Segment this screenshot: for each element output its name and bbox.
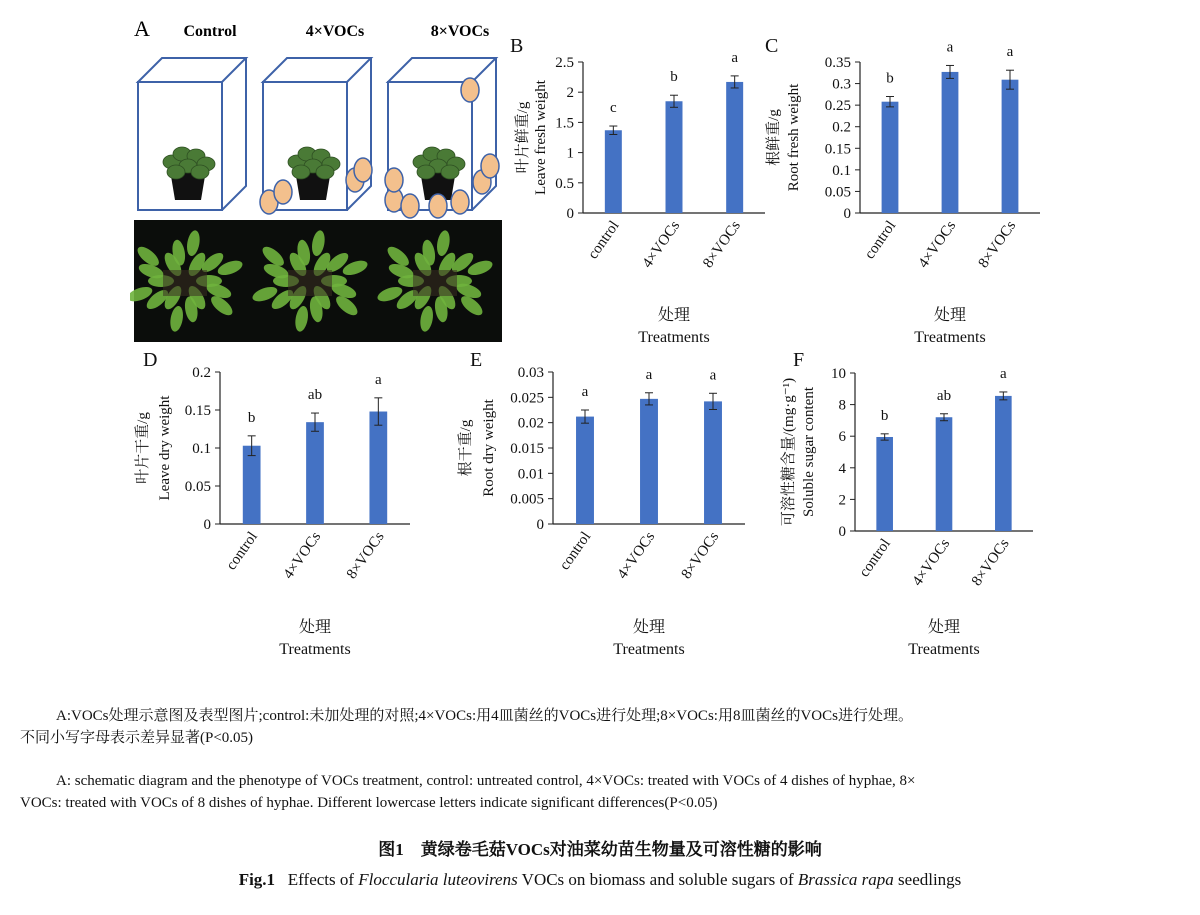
y-tick-label: 6 — [838, 429, 846, 446]
y-tick-label: 0.005 — [510, 491, 544, 508]
caption-cn-line1: A:VOCs处理示意图及表型图片;control:未加处理的对照;4×VOCs:用4皿菌丝的VOCs进行处理;8×VOCs:用8皿菌丝的VOCs进行处理。 — [56, 708, 913, 724]
figure-label: Fig.1 — [238, 870, 276, 889]
bar-8×VOCs — [995, 396, 1012, 531]
petri-dish — [274, 180, 292, 204]
treatment-box-0 — [138, 58, 246, 210]
chart-d — [125, 342, 445, 662]
y-tick-label: 0.35 — [824, 55, 851, 71]
panel-letter: E — [470, 349, 483, 371]
category-label: 8×VOCs — [700, 218, 744, 272]
bar-4×VOCs — [942, 72, 959, 213]
y-tick-label: 0.025 — [510, 390, 544, 407]
soil — [413, 270, 457, 296]
y-axis-label-cn: 叶片干重/g — [135, 412, 151, 484]
plant-leaf — [167, 165, 185, 179]
bar-8×VOCs — [1002, 80, 1019, 213]
caption-english — [20, 770, 1190, 814]
bar-4×VOCs — [640, 399, 658, 524]
significance-letter: b — [886, 70, 894, 87]
significance-letter: ab — [307, 387, 323, 404]
y-tick-label: 0.25 — [824, 98, 851, 115]
category-label: 4×VOCs — [614, 529, 659, 583]
y-tick-label: 0 — [566, 206, 574, 222]
caption-en-line1: A: schematic diagram and the phenotype of VOCs treatment, control: untreated control, 4×VOCs: treated with VOCs of 4 dishes of hyphae, 8× — [56, 773, 916, 789]
bar-8×VOCs — [369, 412, 387, 524]
title-mid: VOCs on biomass and soluble sugars of — [517, 870, 798, 889]
x-axis-label-en: Treatments — [908, 641, 980, 658]
petri-dish — [401, 194, 419, 218]
y-tick-label: 0.3 — [832, 76, 851, 93]
panel-letter-a: A — [134, 16, 150, 41]
y-axis-label-en: Soluble sugar content — [801, 387, 817, 517]
plant-leaf — [316, 165, 334, 179]
label-4x-vocs: 4×VOCs — [305, 23, 365, 40]
significance-letter: b — [880, 407, 889, 424]
category-label: 8×VOCs — [678, 529, 723, 583]
y-axis-label-cn: 可溶性糖含量/(mg·g⁻¹) — [781, 377, 797, 527]
bar-8×VOCs — [726, 82, 743, 213]
y-tick-label: 0.2 — [192, 365, 211, 381]
y-tick-label: 1.5 — [555, 115, 574, 132]
x-axis-label-en: Treatments — [914, 329, 986, 346]
chart-f — [775, 342, 1075, 662]
y-tick-label: 10 — [831, 366, 846, 382]
y-tick-label: 0 — [203, 517, 211, 533]
y-tick-label: 0.015 — [510, 441, 544, 457]
category-label: 8×VOCs — [343, 529, 388, 583]
y-tick-label: 4 — [838, 460, 846, 477]
x-axis-label-en: Treatments — [613, 641, 685, 658]
bar-control — [605, 130, 622, 213]
y-tick-label: 0.5 — [555, 175, 574, 192]
chart-b — [505, 30, 775, 350]
bar-control — [576, 417, 594, 524]
plant-leaf — [441, 165, 459, 179]
y-tick-label: 0.1 — [832, 162, 851, 179]
significance-letter: a — [731, 49, 739, 66]
y-tick-label: 0 — [843, 206, 851, 222]
category-label: control — [861, 218, 900, 263]
bar-control — [882, 102, 899, 213]
bar-4×VOCs — [936, 417, 953, 531]
figure-title-cn: 图1 黄绿卷毛菇VOCs对油菜幼苗生物量及可溶性糖的影响 — [378, 840, 822, 859]
panel-letter: C — [765, 35, 779, 57]
x-axis-label-en: Treatments — [638, 329, 710, 346]
plant-leaf — [191, 165, 209, 179]
y-tick-label: 0.05 — [184, 479, 211, 495]
y-axis-label-cn: 叶片鲜重/g — [515, 101, 531, 174]
x-axis-label-cn: 处理 — [927, 619, 961, 636]
treatment-box-1 — [260, 58, 372, 214]
significance-letter: a — [709, 367, 717, 384]
y-tick-label: 2.5 — [555, 55, 574, 71]
category-label: 4×VOCs — [280, 529, 325, 583]
panel-letter: F — [793, 349, 805, 371]
box-top — [263, 58, 371, 82]
figure-title-en — [0, 870, 1200, 890]
y-tick-label: 0.05 — [824, 184, 851, 201]
x-axis-label-cn: 处理 — [298, 619, 332, 636]
label-8x-vocs: 8×VOCs — [430, 23, 490, 40]
title-species-1: Floccularia luteovirens — [358, 870, 518, 889]
y-tick-label: 0.01 — [517, 466, 544, 483]
category-label: control — [856, 536, 894, 581]
category-label: 8×VOCs — [975, 218, 1020, 272]
y-tick-label: 8 — [838, 397, 846, 414]
y-tick-label: 2 — [566, 85, 574, 102]
y-tick-label: 2 — [838, 492, 846, 509]
y-axis-label-cn: 根干重/g — [458, 419, 474, 477]
significance-letter: a — [1006, 44, 1014, 61]
bar-control — [876, 437, 893, 531]
plant-leaf — [417, 165, 435, 179]
caption-cn-line2: 不同小写字母表示差异显著(P<0.05) — [20, 730, 254, 746]
bar-control — [243, 446, 261, 524]
title-species-2: Brassica rapa — [797, 870, 894, 889]
plant-leaf — [292, 165, 310, 179]
y-tick-label: 1 — [566, 145, 574, 162]
significance-letter: a — [999, 365, 1007, 382]
significance-letter: a — [645, 366, 653, 383]
panel-a — [130, 10, 505, 345]
panel-letter: B — [510, 35, 524, 57]
petri-dish — [481, 154, 499, 178]
petri-dish — [451, 190, 469, 214]
soil — [288, 270, 332, 296]
bar-8×VOCs — [704, 401, 722, 524]
y-tick-label: 0.1 — [192, 441, 211, 457]
significance-letter: ab — [936, 387, 952, 404]
chart-c — [760, 30, 1050, 350]
caption-chinese — [20, 705, 1190, 749]
petri-dish — [429, 194, 447, 218]
title-pre: Effects of — [287, 870, 359, 889]
title-post: seedlings — [893, 870, 962, 889]
y-tick-label: 0.15 — [824, 141, 851, 158]
treatment-box-2 — [385, 58, 499, 218]
bar-4×VOCs — [306, 422, 324, 524]
significance-letter: a — [946, 39, 954, 56]
y-axis-label-en: Leave fresh weight — [533, 80, 549, 195]
caption-en-line2: VOCs: treated with VOCs of 8 dishes of hyphae. Different lowercase letters indicate significant differences(P<0.05) — [20, 795, 718, 811]
category-label: control — [223, 529, 261, 574]
significance-letter: a — [581, 384, 589, 400]
category-label: control — [556, 529, 595, 574]
y-axis-label-en: Leave dry weight — [157, 395, 173, 501]
significance-letter: b — [670, 69, 678, 86]
y-tick-label: 0 — [536, 517, 544, 533]
category-label: 4×VOCs — [639, 218, 684, 272]
category-label: control — [585, 218, 623, 263]
panel-letter: D — [143, 349, 158, 371]
x-axis-label-cn: 处理 — [657, 307, 691, 324]
phenotype-photo — [130, 220, 502, 342]
soil — [163, 270, 207, 296]
y-axis-label-en: Root dry weight — [481, 399, 497, 497]
box-top — [138, 58, 246, 82]
y-tick-label: 0.15 — [184, 403, 211, 419]
chart-e — [455, 342, 775, 662]
y-tick-label: 0 — [838, 524, 846, 540]
significance-letter: a — [374, 371, 382, 388]
bar-4×VOCs — [666, 101, 683, 213]
y-tick-label: 0.02 — [517, 415, 544, 432]
box-top — [388, 58, 496, 82]
category-label: 8×VOCs — [968, 536, 1013, 590]
significance-letter: c — [609, 100, 617, 117]
x-axis-label-cn: 处理 — [933, 307, 967, 324]
petri-dish — [461, 78, 479, 102]
y-tick-label: 0.2 — [832, 119, 851, 136]
y-axis-label-en: Root fresh weight — [786, 83, 802, 192]
label-control: Control — [183, 23, 237, 40]
treatment-boxes — [138, 58, 499, 218]
x-axis-label-cn: 处理 — [632, 619, 666, 636]
category-label: 4×VOCs — [915, 218, 960, 272]
box-side — [222, 58, 246, 210]
petri-dish — [385, 168, 403, 192]
petri-dish — [354, 158, 372, 182]
significance-letter: b — [247, 409, 256, 426]
y-tick-label: 0.03 — [517, 365, 544, 381]
y-axis-label-cn: 根鲜重/g — [766, 109, 782, 166]
x-axis-label-en: Treatments — [279, 641, 351, 658]
category-label: 4×VOCs — [909, 536, 954, 590]
